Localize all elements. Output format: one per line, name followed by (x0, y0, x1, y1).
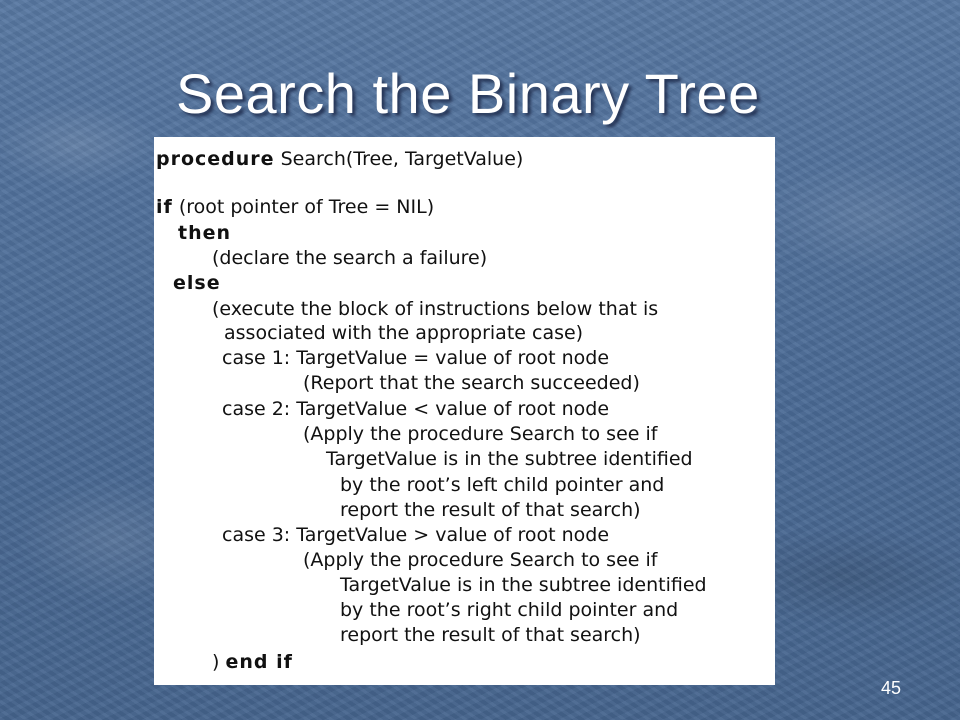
keyword-then: then (178, 222, 232, 244)
code-line-case3-right: by the root’s right child pointer and (340, 599, 679, 621)
code-line-end-if (212, 650, 293, 674)
code-line-case3-subtree: TargetValue is in the subtree identified (340, 574, 707, 596)
code-line-case1: case 1: TargetValue = value of root node (222, 347, 610, 369)
closing-paren: ) (212, 651, 226, 673)
code-line-failure: (declare the search a failure) (212, 247, 488, 269)
code-line-associated: associated with the appropriate case) (224, 322, 584, 344)
code-line-then (178, 221, 231, 245)
code-line-case3: case 3: TargetValue > value of root node (222, 524, 610, 546)
keyword-end-if: end if (225, 651, 293, 673)
code-line-case1-report: (Report that the search succeeded) (303, 372, 640, 394)
code-line-case2-apply: (Apply the procedure Search to see if (303, 423, 658, 445)
code-line-if (156, 195, 434, 219)
code-line-else (173, 271, 221, 295)
if-condition: (root pointer of Tree = NIL) (172, 196, 435, 218)
code-line-case2-report: report the result of that search) (340, 499, 641, 521)
code-line-case2-left: by the root’s left child pointer and (340, 474, 665, 496)
keyword-if: if (156, 196, 173, 218)
slide-title: Search the Binary Tree (176, 62, 760, 125)
code-line-case3-apply: (Apply the procedure Search to see if (303, 549, 658, 571)
code-line-execute: (execute the block of instructions below that is (212, 298, 659, 320)
code-line-case3-report: report the result of that search) (340, 624, 641, 646)
pseudocode-box (154, 137, 775, 685)
code-line-case2-subtree: TargetValue is in the subtree identified (326, 448, 693, 470)
procedure-signature: Search(Tree, TargetValue) (274, 148, 524, 170)
page-number: 45 (881, 678, 902, 698)
code-line-case2: case 2: TargetValue < value of root node (222, 398, 610, 420)
keyword-else: else (173, 272, 221, 294)
keyword-procedure: procedure (156, 148, 275, 170)
code-line-procedure (156, 147, 523, 171)
